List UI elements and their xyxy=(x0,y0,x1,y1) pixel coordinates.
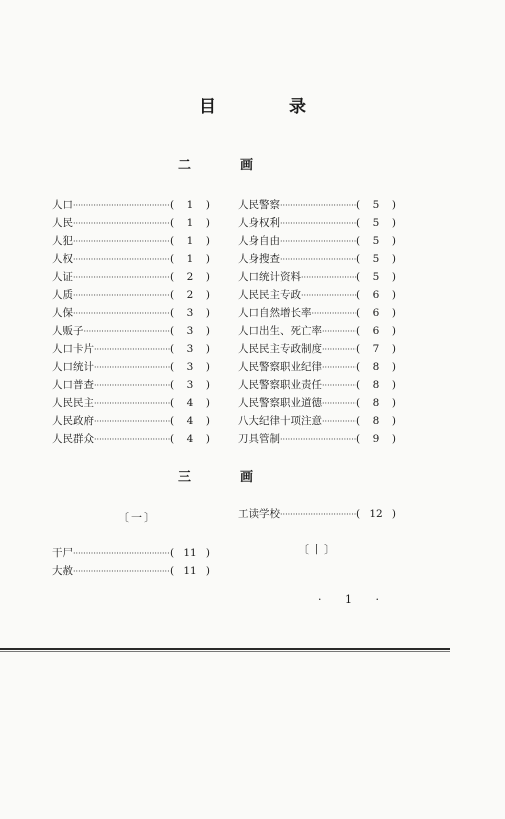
toc-entry-page xyxy=(170,196,210,214)
toc-entry-page xyxy=(170,544,210,562)
toc-entry[interactable] xyxy=(238,232,396,250)
close-paren: ) xyxy=(391,289,396,301)
open-paren: ( xyxy=(170,379,175,391)
open-paren: ( xyxy=(356,253,361,265)
page-ref: 6 xyxy=(372,289,380,301)
toc-entry-page xyxy=(170,412,210,430)
close-paren: ) xyxy=(205,253,210,265)
close-paren: ) xyxy=(391,271,396,283)
close-paren: ) xyxy=(205,343,210,355)
page-ref: 3 xyxy=(186,361,194,373)
toc-entry-label: 大赦 xyxy=(52,565,73,577)
toc-entry-page xyxy=(356,250,396,268)
close-paren: ) xyxy=(391,217,396,229)
toc-entry-label: 人民警察 xyxy=(238,199,280,211)
toc-entry-label: 人证 xyxy=(52,271,73,283)
close-paren: ) xyxy=(205,271,210,283)
dot-leader xyxy=(301,269,356,287)
dot-leader xyxy=(94,341,170,359)
section-heading-two-strokes: 二 画 xyxy=(177,158,271,173)
toc-entry[interactable] xyxy=(238,412,396,430)
toc-entry[interactable] xyxy=(52,304,210,322)
dot-leader xyxy=(73,287,170,305)
toc-entry[interactable] xyxy=(238,196,396,214)
toc-entry-page xyxy=(356,286,396,304)
toc-entry-label: 人民群众 xyxy=(52,433,94,445)
open-paren: ( xyxy=(356,361,361,373)
toc-entry[interactable] xyxy=(238,505,396,523)
close-paren: ) xyxy=(205,547,210,559)
close-paren: ) xyxy=(391,415,396,427)
dot-leader xyxy=(94,359,170,377)
toc-entry[interactable] xyxy=(238,394,396,412)
toc-entry-page xyxy=(356,505,396,523)
close-paren: ) xyxy=(391,199,396,211)
three-left-column xyxy=(52,544,210,580)
toc-entry-label: 人口出生、死亡率 xyxy=(238,325,322,337)
close-paren: ) xyxy=(205,361,210,373)
toc-entry-page xyxy=(170,340,210,358)
toc-entry-label: 工读学校 xyxy=(238,508,280,520)
toc-entry-label: 人民警察职业责任 xyxy=(238,379,322,391)
toc-entry-page xyxy=(170,430,210,448)
dot-leader xyxy=(322,323,356,341)
toc-entry-label: 人口 xyxy=(52,199,73,211)
open-paren: ( xyxy=(170,217,175,229)
page-ref: 4 xyxy=(186,397,194,409)
dot-leader xyxy=(322,359,356,377)
toc-entry-label: 人权 xyxy=(52,253,73,265)
dot-leader xyxy=(94,431,170,449)
toc-entry-page xyxy=(170,322,210,340)
toc-entry-label: 人身搜查 xyxy=(238,253,280,265)
dot-leader xyxy=(73,269,170,287)
close-paren: ) xyxy=(391,433,396,445)
toc-entry-label: 人质 xyxy=(52,289,73,301)
open-paren: ( xyxy=(356,397,361,409)
dot-leader xyxy=(280,233,356,251)
three-right-column xyxy=(238,505,396,523)
open-paren: ( xyxy=(170,397,175,409)
close-paren: ) xyxy=(391,361,396,373)
open-paren: ( xyxy=(356,433,361,445)
toc-entry-page xyxy=(356,340,396,358)
open-paren: ( xyxy=(170,307,175,319)
page-ref: 3 xyxy=(186,379,194,391)
toc-entry[interactable] xyxy=(238,268,396,286)
left-column xyxy=(52,196,210,448)
toc-entry-label: 人口卡片 xyxy=(52,343,94,355)
open-paren: ( xyxy=(356,199,361,211)
dot-leader xyxy=(73,305,170,323)
toc-entry-page xyxy=(170,304,210,322)
toc-entry[interactable] xyxy=(238,376,396,394)
dot-leader xyxy=(322,341,356,359)
close-paren: ) xyxy=(391,253,396,265)
close-paren: ) xyxy=(205,433,210,445)
toc-entry-label: 八大纪律十项注意 xyxy=(238,415,322,427)
open-paren: ( xyxy=(170,361,175,373)
toc-entry-label: 人民警察职业道德 xyxy=(238,397,322,409)
toc-entry[interactable] xyxy=(52,322,210,340)
toc-entry-label: 人口自然增长率 xyxy=(238,307,312,319)
toc-entry[interactable] xyxy=(52,196,210,214)
toc-entry-label: 人犯 xyxy=(52,235,73,247)
page-ref: 3 xyxy=(186,307,194,319)
open-paren: ( xyxy=(170,199,175,211)
page-ref: 5 xyxy=(372,235,380,247)
open-paren: ( xyxy=(170,433,175,445)
dot-leader xyxy=(73,215,170,233)
toc-entry-page xyxy=(356,376,396,394)
toc-entry-label: 人身权利 xyxy=(238,217,280,229)
open-paren: ( xyxy=(356,307,361,319)
toc-entry-page xyxy=(356,358,396,376)
dot-leader xyxy=(322,413,356,431)
page-ref: 5 xyxy=(372,217,380,229)
dot-leader xyxy=(322,395,356,413)
dot-leader xyxy=(322,377,356,395)
page-ref: 1 xyxy=(186,217,194,229)
page-ref: 8 xyxy=(372,379,380,391)
open-paren: ( xyxy=(170,325,175,337)
page-ref: 4 xyxy=(186,433,194,445)
open-paren: ( xyxy=(356,289,361,301)
toc-entry-page xyxy=(356,322,396,340)
page-ref: 3 xyxy=(186,325,194,337)
page-ref: 5 xyxy=(372,271,380,283)
open-paren: ( xyxy=(170,565,175,577)
close-paren: ) xyxy=(391,307,396,319)
close-paren: ) xyxy=(205,325,210,337)
toc-entry[interactable] xyxy=(52,232,210,250)
close-paren: ) xyxy=(205,235,210,247)
toc-entry[interactable] xyxy=(52,214,210,232)
toc-entry-page xyxy=(170,358,210,376)
toc-entry-label: 人口统计资料 xyxy=(238,271,301,283)
toc-entry-page xyxy=(170,562,210,580)
toc-entry-page xyxy=(356,232,396,250)
close-paren: ) xyxy=(205,397,210,409)
dot-leader xyxy=(73,197,170,215)
page-ref: 2 xyxy=(186,271,194,283)
toc-entry-label: 人民政府 xyxy=(52,415,94,427)
page-ref: 6 xyxy=(372,325,380,337)
toc-entry[interactable] xyxy=(52,412,210,430)
close-paren: ) xyxy=(205,565,210,577)
toc-entry[interactable] xyxy=(238,340,396,358)
toc-entry-page xyxy=(356,268,396,286)
open-paren: ( xyxy=(170,289,175,301)
page-ref: 8 xyxy=(372,361,380,373)
page-title: 目 录 xyxy=(199,97,334,117)
toc-entry-label: 人民民主专政制度 xyxy=(238,343,322,355)
open-paren: ( xyxy=(170,343,175,355)
toc-entry[interactable] xyxy=(238,286,396,304)
toc-entry[interactable] xyxy=(52,376,210,394)
toc-entry-label: 人民 xyxy=(52,217,73,229)
toc-entry-page xyxy=(356,394,396,412)
toc-entry-label: 人口普查 xyxy=(52,379,94,391)
close-paren: ) xyxy=(205,217,210,229)
toc-entry-page xyxy=(170,268,210,286)
toc-entry[interactable] xyxy=(52,250,210,268)
page-number: · 1 · xyxy=(318,593,389,606)
dot-leader xyxy=(73,545,170,563)
dot-leader xyxy=(73,233,170,251)
page-ref: 6 xyxy=(372,307,380,319)
dot-leader xyxy=(94,395,170,413)
toc-entry-label: 人民警察职业纪律 xyxy=(238,361,322,373)
toc-entry-page xyxy=(356,430,396,448)
toc-entry[interactable] xyxy=(238,322,396,340)
open-paren: ( xyxy=(170,271,175,283)
page-ref: 3 xyxy=(186,343,194,355)
toc-entry-page xyxy=(170,250,210,268)
page-ref: 11 xyxy=(183,565,197,577)
toc-entry[interactable] xyxy=(52,358,210,376)
toc-entry-page xyxy=(356,214,396,232)
close-paren: ) xyxy=(205,379,210,391)
toc-entry-page xyxy=(356,304,396,322)
toc-entry[interactable] xyxy=(238,250,396,268)
toc-entry-page xyxy=(170,376,210,394)
toc-entry[interactable] xyxy=(52,268,210,286)
close-paren: ) xyxy=(205,415,210,427)
open-paren: ( xyxy=(170,253,175,265)
toc-entry-page xyxy=(356,196,396,214)
page-ref: 1 xyxy=(186,235,194,247)
page-ref: 12 xyxy=(369,508,383,520)
page-ref: 8 xyxy=(372,415,380,427)
page-ref: 5 xyxy=(372,253,380,265)
section-heading-three-strokes: 三 画 xyxy=(177,470,271,485)
toc-entry-label: 干尸 xyxy=(52,547,73,559)
toc-entry[interactable] xyxy=(52,394,210,412)
close-paren: ) xyxy=(391,235,396,247)
toc-entry[interactable] xyxy=(52,286,210,304)
toc-entry-page xyxy=(356,412,396,430)
open-paren: ( xyxy=(170,235,175,247)
open-paren: ( xyxy=(356,271,361,283)
toc-entry[interactable] xyxy=(52,562,210,580)
toc-entry[interactable] xyxy=(238,304,396,322)
close-paren: ) xyxy=(205,307,210,319)
dot-leader xyxy=(280,197,356,215)
toc-entry-page xyxy=(170,214,210,232)
toc-entry[interactable] xyxy=(238,430,396,448)
toc-entry[interactable] xyxy=(52,430,210,448)
dot-leader xyxy=(280,215,356,233)
bottom-rule xyxy=(0,648,450,650)
toc-entry-label: 人口统计 xyxy=(52,361,94,373)
close-paren: ) xyxy=(391,343,396,355)
toc-entry-label: 人民民主 xyxy=(52,397,94,409)
dot-leader xyxy=(73,563,170,581)
dot-leader xyxy=(312,305,357,323)
dot-leader xyxy=(94,377,170,395)
page-ref: 5 xyxy=(372,199,380,211)
close-paren: ) xyxy=(391,379,396,391)
page-ref: 2 xyxy=(186,289,194,301)
close-paren: ) xyxy=(205,199,210,211)
open-paren: ( xyxy=(356,325,361,337)
page-ref: 7 xyxy=(372,343,380,355)
page-ref: 9 xyxy=(372,433,380,445)
toc-entry-label: 刀具管制 xyxy=(238,433,280,445)
open-paren: ( xyxy=(356,217,361,229)
toc-entry[interactable] xyxy=(238,358,396,376)
toc-entry[interactable] xyxy=(52,340,210,358)
dot-leader xyxy=(301,287,356,305)
toc-entry-label: 人身自由 xyxy=(238,235,280,247)
close-paren: ) xyxy=(391,508,396,520)
dot-leader xyxy=(280,431,356,449)
subsection-marker-one: 〔一〕 xyxy=(118,511,157,524)
dot-leader xyxy=(280,506,356,524)
open-paren: ( xyxy=(356,508,361,520)
open-paren: ( xyxy=(356,235,361,247)
close-paren: ) xyxy=(205,289,210,301)
open-paren: ( xyxy=(356,415,361,427)
open-paren: ( xyxy=(356,379,361,391)
page-ref: 8 xyxy=(372,397,380,409)
toc-entry-page xyxy=(170,394,210,412)
subsection-marker-vertical: 〔丨〕 xyxy=(298,543,337,556)
open-paren: ( xyxy=(170,547,175,559)
page-ref: 4 xyxy=(186,415,194,427)
toc-entry-page xyxy=(170,232,210,250)
toc-entry-label: 人保 xyxy=(52,307,73,319)
dot-leader xyxy=(94,413,170,431)
dot-leader xyxy=(84,323,171,341)
dot-leader xyxy=(280,251,356,269)
toc-entry-label: 人民民主专政 xyxy=(238,289,301,301)
toc-entry-label: 人贩子 xyxy=(52,325,84,337)
right-column xyxy=(238,196,396,448)
open-paren: ( xyxy=(356,343,361,355)
bottom-rule-thin xyxy=(0,651,450,652)
page-ref: 1 xyxy=(186,199,194,211)
page-ref: 11 xyxy=(183,547,197,559)
toc-entry-page xyxy=(170,286,210,304)
dot-leader xyxy=(73,251,170,269)
open-paren: ( xyxy=(170,415,175,427)
toc-entry[interactable] xyxy=(238,214,396,232)
toc-entry[interactable] xyxy=(52,544,210,562)
page-ref: 1 xyxy=(186,253,194,265)
close-paren: ) xyxy=(391,325,396,337)
close-paren: ) xyxy=(391,397,396,409)
